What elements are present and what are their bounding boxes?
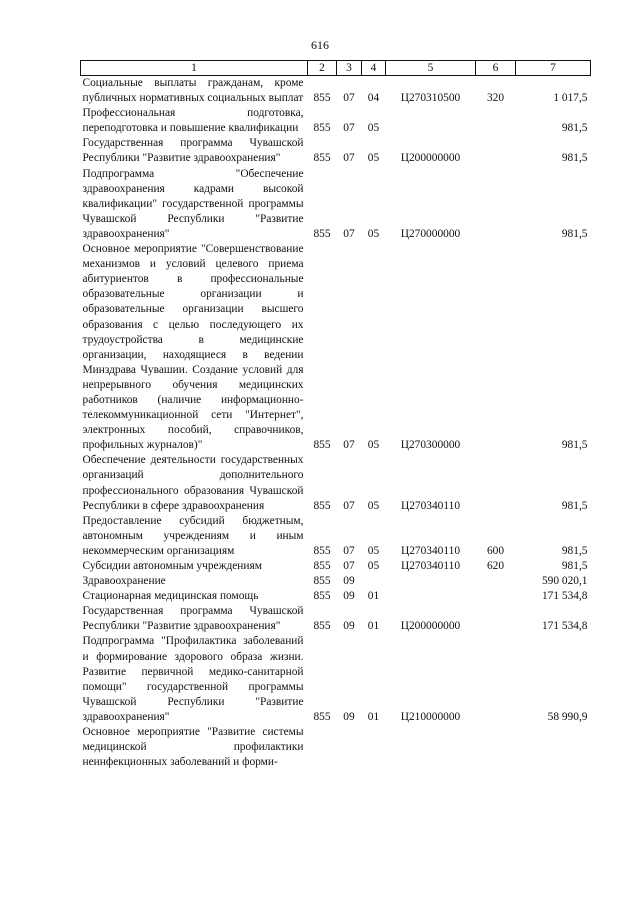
row-rz-cell: 07 xyxy=(343,152,355,165)
row-rz-cell: 09 xyxy=(343,710,355,723)
row-rz-cell: 07 xyxy=(343,544,355,557)
row-name-cell: Предоставление субсидий бюджетным, автономным учреждениям и иным некоммерческим организациям xyxy=(82,514,304,557)
row-sum-cell: 590 020,1 xyxy=(541,575,588,588)
page-number: 616 xyxy=(311,38,329,52)
row-name-cell: Государственная программа Чувашской Республики "Развитие здравоохранения" xyxy=(82,137,304,165)
row-name-cell: Обеспечение деятельности государственных организаций дополнительного профессионального образования Чувашской Республики в сфере здравоохранения xyxy=(82,454,304,512)
row-vr-cell: 320 xyxy=(486,92,505,105)
row-csr-cell xyxy=(386,589,476,604)
table-row xyxy=(81,634,591,725)
row-rz-cell: 07 xyxy=(343,122,355,135)
row-sum-cell: 981,5 xyxy=(561,122,588,135)
row-csr-cell: Ц200000000 xyxy=(400,620,461,633)
row-name-cell: Государственная программа Чувашской Республики "Развитие здравоохранения" xyxy=(82,605,304,633)
row-pr-cell: 05 xyxy=(367,227,380,240)
row-sum-cell: 981,5 xyxy=(561,439,588,452)
column-header: 7 xyxy=(516,61,591,76)
row-name-cell: Подпрограмма "Обеспечение здравоохранения кадрами высокой квалификации" государственной программы Чувашской Республики "Развитие здравоохранения" xyxy=(82,167,304,240)
row-gr-cell: 855 xyxy=(313,575,331,588)
row-gr-cell: 855 xyxy=(313,152,331,165)
table-row xyxy=(81,589,591,604)
budget-table xyxy=(80,60,591,770)
row-sum-cell: 1 017,5 xyxy=(553,92,588,105)
row-vr-cell xyxy=(476,634,516,725)
row-rz-cell: 07 xyxy=(343,92,355,105)
row-name-cell: Подпрограмма "Профилактика заболеваний и формирование здорового образа жизни. Развитие первичной медико-санитарной помощи" государственной программы Чувашской Республики "Развитие здравоохранения" xyxy=(82,635,304,723)
row-vr-cell: 600 xyxy=(486,544,505,557)
table-row xyxy=(81,106,591,136)
row-pr-cell xyxy=(362,574,386,589)
row-csr-cell xyxy=(386,725,476,770)
row-csr-cell xyxy=(386,574,476,589)
row-vr-cell xyxy=(476,242,516,453)
row-vr-cell xyxy=(476,574,516,589)
row-name-cell: Социальные выплаты гражданам, кроме публичных нормативных социальных выплат xyxy=(82,77,304,105)
row-sum-cell: 981,5 xyxy=(561,227,588,240)
row-name-cell: Профессиональная подготовка, переподготовка и повышение квалификации xyxy=(82,107,304,135)
row-pr-cell: 04 xyxy=(367,92,380,105)
column-header: 4 xyxy=(362,61,386,76)
header-row xyxy=(81,61,591,76)
table-body xyxy=(81,76,591,771)
row-pr-cell: 05 xyxy=(367,122,380,135)
row-csr-cell: Ц270300000 xyxy=(400,439,461,452)
table-row xyxy=(81,574,591,589)
row-gr-cell: 855 xyxy=(313,499,331,512)
row-rz-cell: 07 xyxy=(343,227,355,240)
row-gr-cell: 855 xyxy=(313,92,331,105)
row-gr-cell: 855 xyxy=(313,544,331,557)
row-sum-cell: 981,5 xyxy=(561,560,588,572)
row-sum-cell: 981,5 xyxy=(561,544,588,557)
row-pr-cell: 01 xyxy=(367,590,380,603)
row-vr-cell xyxy=(476,604,516,634)
table-row xyxy=(81,76,591,107)
row-name-cell: Здравоохранение xyxy=(82,575,166,588)
table-row xyxy=(81,725,591,770)
row-pr-cell: 05 xyxy=(367,560,380,572)
row-sum-cell: 171 534,8 xyxy=(541,590,588,603)
row-vr-cell xyxy=(476,136,516,166)
column-header: 1 xyxy=(81,61,308,76)
row-gr-cell: 855 xyxy=(313,122,331,135)
row-vr-cell xyxy=(476,453,516,513)
row-csr-cell: Ц270310500 xyxy=(400,92,461,105)
column-header: 2 xyxy=(308,61,337,76)
row-name-cell: Стационарная медицинская помощь xyxy=(82,590,259,603)
row-rz-cell: 07 xyxy=(343,439,355,452)
row-gr-cell: 855 xyxy=(313,710,331,723)
row-vr-cell xyxy=(476,725,516,770)
row-vr-cell xyxy=(476,167,516,242)
row-vr-cell xyxy=(476,589,516,604)
row-gr-cell: 855 xyxy=(313,227,331,240)
table-row xyxy=(81,167,591,242)
row-rz-cell: 09 xyxy=(343,575,355,588)
row-csr-cell: Ц270000000 xyxy=(400,227,461,240)
column-header: 6 xyxy=(476,61,516,76)
row-sum-cell: 171 534,8 xyxy=(541,620,588,633)
row-csr-cell: Ц200000000 xyxy=(400,152,461,165)
row-sum-cell xyxy=(516,725,591,770)
table-row xyxy=(81,559,591,574)
table-row xyxy=(81,453,591,513)
row-gr-cell xyxy=(308,725,337,770)
row-pr-cell: 05 xyxy=(367,439,380,452)
row-pr-cell xyxy=(362,725,386,770)
row-gr-cell: 855 xyxy=(313,620,331,633)
row-pr-cell: 01 xyxy=(367,710,380,723)
row-sum-cell: 981,5 xyxy=(561,499,588,512)
row-vr-cell xyxy=(476,106,516,136)
row-rz-cell: 07 xyxy=(343,560,355,572)
row-sum-cell: 981,5 xyxy=(561,152,588,165)
row-csr-cell xyxy=(386,106,476,136)
row-vr-cell: 620 xyxy=(486,560,505,572)
row-rz-cell xyxy=(337,725,362,770)
row-pr-cell: 05 xyxy=(367,544,380,557)
row-pr-cell: 01 xyxy=(367,620,380,633)
table-row xyxy=(81,514,591,559)
row-rz-cell: 09 xyxy=(343,620,355,633)
row-rz-cell: 09 xyxy=(343,590,355,603)
row-name-cell: Основное мероприятие "Совершенствование механизмов и условий целевого приема абитуриентов в профессиональные образовательные организации и образовательные организации высшего образования с целью последующего их трудоустройства в медицинские организации, находящиеся в ведении Минздрава Чувашии. Создание условий для непрерывного обучения медицинских работников (наличие информационно-телекоммуникационной сети "Интернет", электронных пособий, справочников, профильных журналов)" xyxy=(82,243,304,452)
row-csr-cell: Ц270340110 xyxy=(400,544,461,557)
row-pr-cell: 05 xyxy=(367,499,380,512)
column-header: 3 xyxy=(337,61,362,76)
row-rz-cell: 07 xyxy=(343,499,355,512)
row-sum-cell: 58 990,9 xyxy=(547,710,588,723)
row-csr-cell: Ц270340110 xyxy=(400,499,461,512)
table-row xyxy=(81,604,591,634)
row-name-cell: Субсидии автономным учреждениям xyxy=(82,560,262,572)
row-csr-cell: Ц270340110 xyxy=(400,560,461,572)
table-row xyxy=(81,136,591,166)
row-gr-cell: 855 xyxy=(313,439,331,452)
row-csr-cell: Ц210000000 xyxy=(400,710,461,723)
row-pr-cell: 05 xyxy=(367,152,380,165)
column-header: 5 xyxy=(386,61,476,76)
row-gr-cell: 855 xyxy=(313,590,331,603)
table-row xyxy=(81,242,591,453)
row-gr-cell: 855 xyxy=(313,560,331,572)
row-name-cell: Основное мероприятие "Развитие системы медицинской профилактики неинфекционных заболеваний и форми- xyxy=(82,726,304,769)
